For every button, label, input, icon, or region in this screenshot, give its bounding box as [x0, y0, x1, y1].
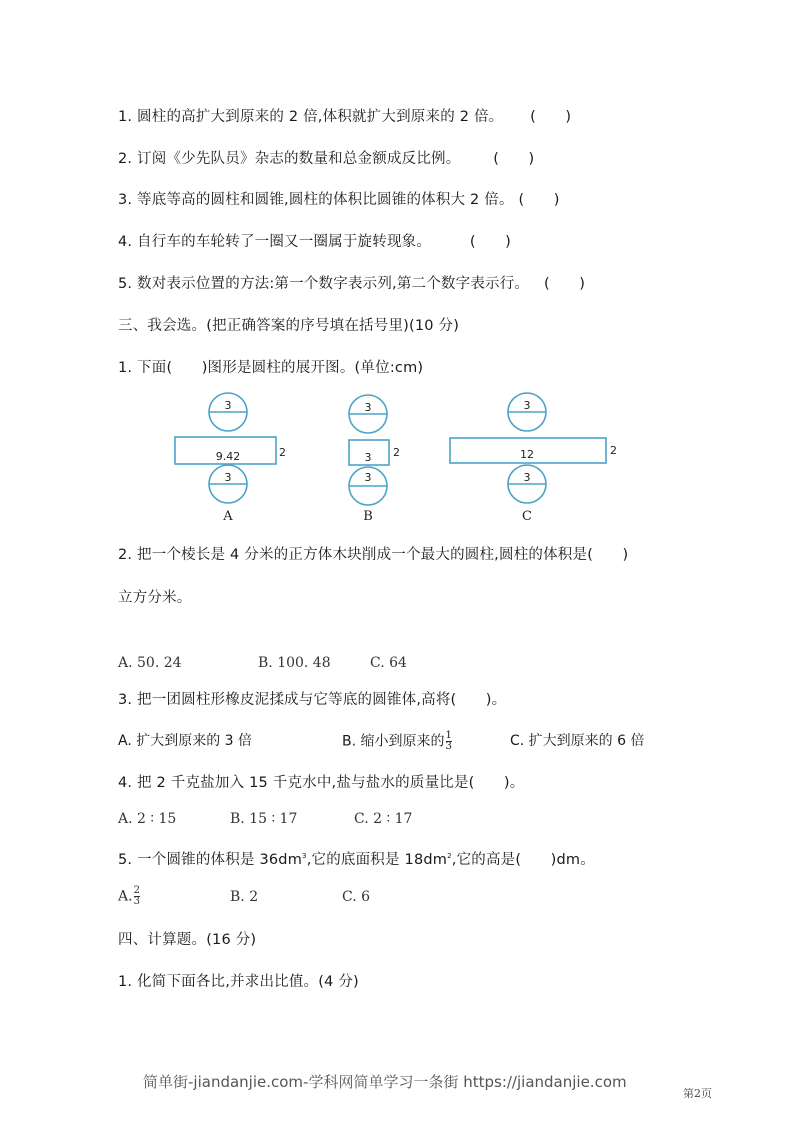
fig-b-circle-bottom: 3 — [364, 471, 372, 484]
section-3-title: 三、我会选。(把正确答案的序号填在括号里)(10 分) — [118, 318, 460, 334]
option-text: A. — [118, 888, 133, 905]
numerator: 1 — [445, 730, 452, 741]
denominator: 3 — [133, 896, 140, 907]
fig-c-rect-height: 2 — [610, 444, 617, 457]
question-text: 5. 数对表示位置的方法:第一个数字表示列,第二个数字表示行。 — [118, 276, 530, 292]
q3-2-text-line1: 2. 把一个棱长是 4 分米的正方体木块削成一个最大的圆柱,圆柱的体积是( ) — [118, 547, 629, 563]
q3-1-text: 1. 下面( )图形是圆柱的展开图。(单位:cm) — [118, 360, 424, 376]
fig-c-label: C — [522, 509, 532, 524]
text-part: ,它的底面积是 18dm — [306, 851, 448, 868]
fig-c-circle-bottom: 3 — [523, 471, 531, 484]
q3-5-text — [118, 846, 595, 870]
q3-3-option-c[interactable]: C. 扩大到原来的 6 倍 — [510, 733, 645, 749]
fraction-two-thirds — [134, 886, 140, 907]
superscript: 2 — [447, 852, 452, 860]
fraction-one-third — [446, 731, 452, 752]
section-4-title: 四、计算题。(16 分) — [118, 932, 257, 948]
superscript: 3 — [302, 852, 307, 860]
question-text: 2. 订阅《少先队员》杂志的数量和总金额成反比例。 — [118, 151, 461, 167]
judgement-item-5 — [118, 274, 585, 294]
page-number: 第2页 — [683, 1087, 712, 1100]
judgement-item-2 — [118, 149, 534, 169]
answer-blank[interactable]: ( ) — [518, 192, 560, 208]
question-text: 1. 圆柱的高扩大到原来的 2 倍,体积就扩大到原来的 2 倍。 — [118, 109, 504, 125]
q3-2-option-a[interactable]: A. 50. 24 — [118, 655, 182, 671]
fig-b-rect-width: 3 — [364, 451, 372, 464]
q3-4-option-c[interactable]: C. 2 ∶ 17 — [354, 811, 413, 827]
fig-a-circle-top: 3 — [224, 399, 232, 412]
q3-4-text: 4. 把 2 千克盐加入 15 千克水中,盐与盐水的质量比是( )。 — [118, 775, 525, 791]
question-text: 4. 自行车的车轮转了一圈又一圈属于旋转现象。 — [118, 234, 432, 250]
answer-blank[interactable]: ( ) — [543, 276, 586, 292]
q3-5-option-a[interactable] — [118, 886, 140, 907]
q3-2-option-c[interactable]: C. 64 — [370, 655, 407, 671]
answer-blank[interactable]: ( ) — [493, 151, 535, 167]
judgement-item-1 — [118, 107, 571, 127]
q3-3-option-a[interactable]: A. 扩大到原来的 3 倍 — [118, 733, 253, 749]
q3-2-text-line2: 立方分米。 — [118, 590, 192, 606]
q3-5-option-b[interactable]: B. 2 — [230, 889, 259, 905]
fig-a-rect-width: 9.42 — [215, 450, 241, 463]
judgement-item-4 — [118, 232, 511, 252]
fig-a-rect-height: 2 — [279, 446, 286, 459]
fig-b-circle-top: 3 — [364, 401, 372, 414]
option-text: B. 缩小到原来的 — [342, 733, 445, 750]
denominator: 3 — [445, 741, 452, 752]
footer-watermark: 简单街-jiandanjie.com-学科网简单学习一条街 https://jiandanjie.com — [143, 1073, 627, 1091]
judgement-item-3 — [118, 190, 560, 210]
q4-1-text: 1. 化简下面各比,并求出比值。(4 分) — [118, 974, 359, 990]
answer-blank[interactable]: ( ) — [530, 109, 572, 125]
numerator: 2 — [133, 885, 140, 896]
cylinder-net-figures — [160, 388, 640, 532]
q3-2-option-b[interactable]: B. 100. 48 — [258, 655, 331, 671]
q3-5-option-c[interactable]: C. 6 — [342, 889, 371, 905]
fig-c-circle-top: 3 — [523, 399, 531, 412]
q3-3-option-b[interactable] — [342, 731, 452, 752]
q3-4-option-a[interactable]: A. 2 ∶ 15 — [118, 811, 177, 827]
text-part: 5. 一个圆锥的体积是 36dm — [118, 851, 303, 868]
fig-b-label: B — [363, 509, 373, 524]
fig-c-rect-width: 12 — [520, 448, 534, 461]
text-part: ,它的高是( )dm。 — [451, 851, 595, 868]
fig-a-label: A — [223, 509, 233, 524]
q3-4-option-b[interactable]: B. 15 ∶ 17 — [230, 811, 298, 827]
fig-a-circle-bottom: 3 — [224, 471, 232, 484]
fig-b-rect-height: 2 — [393, 446, 400, 459]
q3-3-text: 3. 把一团圆柱形橡皮泥揉成与它等底的圆锥体,高将( )。 — [118, 692, 507, 708]
question-text: 3. 等底等高的圆柱和圆锥,圆柱的体积比圆锥的体积大 2 倍。 — [118, 192, 514, 208]
answer-blank[interactable]: ( ) — [469, 234, 511, 250]
